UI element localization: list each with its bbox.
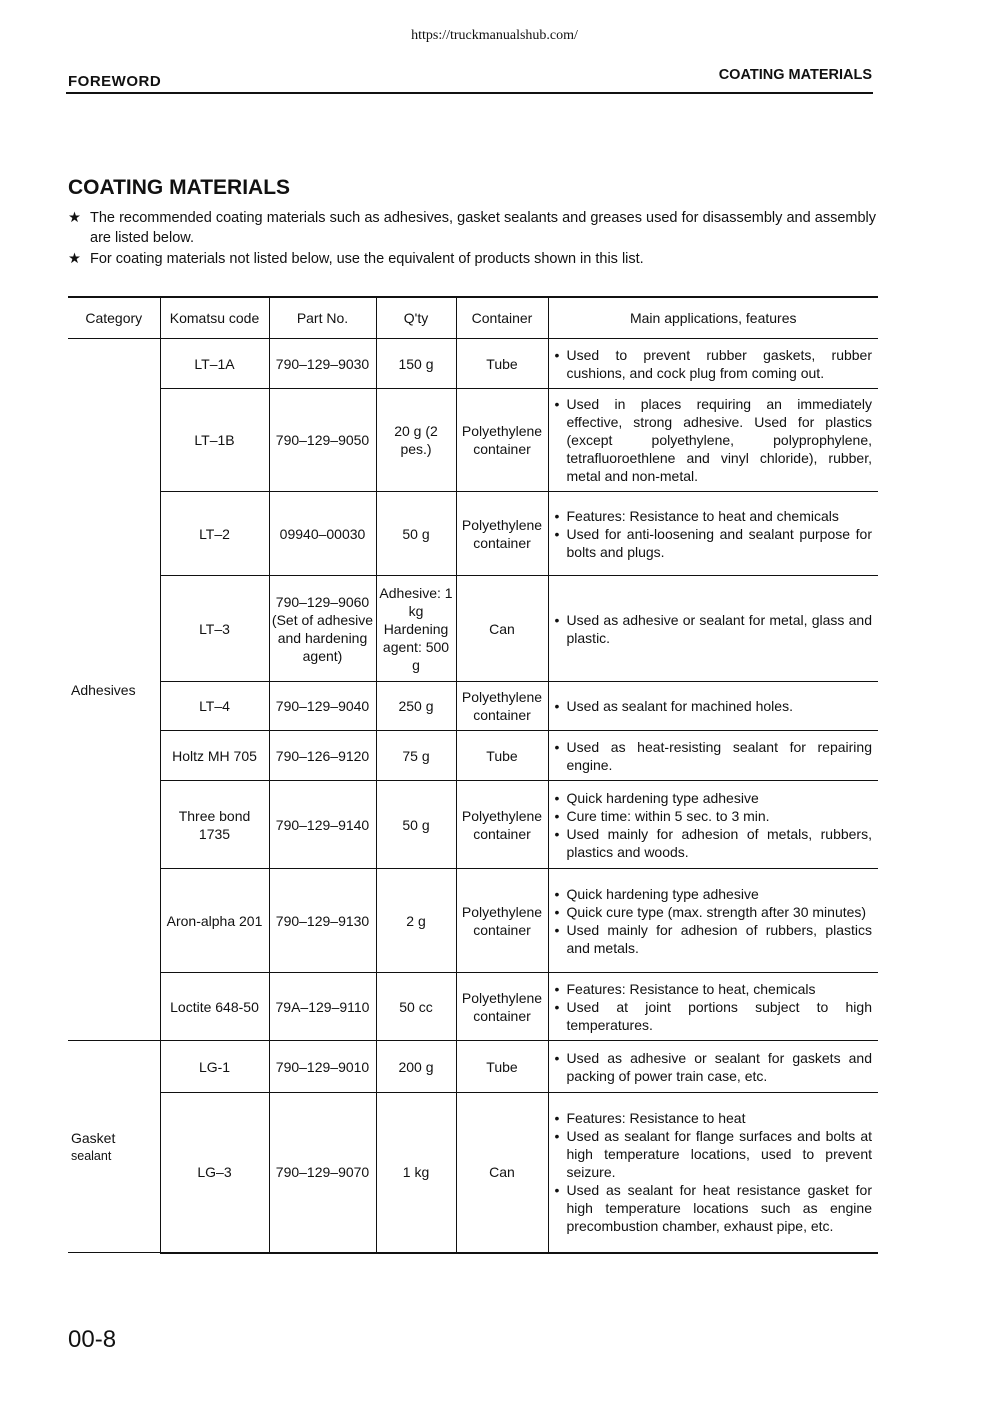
header-section: FOREWORD [68,73,162,90]
part-no-cell: 790–129–9070 [269,1093,376,1253]
komatsu-code-cell: Loctite 648-50 [160,973,269,1041]
applications-cell [548,781,878,869]
category-label-sealant: sealant [71,1148,112,1163]
application-item: • Used mainly for adhesion of rubbers, plastics and metals. [553,921,873,957]
application-item: • Used as sealant for flange surfaces and bolts at high temperature locations, used to prevent seizure. [553,1127,873,1181]
source-url: https://truckmanualshub.com/ [411,28,578,43]
container-cell: Polyethylene container [456,492,548,576]
qty-cell: 2 g [376,869,456,973]
table-row [68,682,878,731]
qty-cell: 50 g [376,492,456,576]
col-qty: Q'ty [376,297,456,339]
table-row [68,1041,878,1093]
table-row [68,781,878,869]
part-no-cell: 09940–00030 [269,492,376,576]
qty-cell: 1 kg [376,1093,456,1253]
application-list [553,507,873,561]
table-row [68,339,878,389]
table-row [68,389,878,492]
application-item: • Used mainly for adhesion of metals, rubbers, plastics and woods. [553,825,873,861]
page-title: COATING MATERIALS [68,176,291,199]
qty-cell: 200 g [376,1041,456,1093]
part-no-cell: 790–129–9130 [269,869,376,973]
applications-cell [548,973,878,1041]
komatsu-code-cell: Holtz MH 705 [160,731,269,781]
note-2-text: For coating materials not listed below, use the equivalent of products shown in this list. [90,251,644,267]
application-list [553,346,873,382]
qty-cell: 50 cc [376,973,456,1041]
note-2 [68,249,876,269]
part-no-cell: 790–129–9140 [269,781,376,869]
container-cell: Can [456,1093,548,1253]
application-item: • Used as sealant for heat resistance gasket for high temperature locations such as engine precombustion chamber, exhaust pipe, etc. [553,1181,873,1235]
qty-cell: 50 g [376,781,456,869]
application-item: • Used at joint portions subject to high temperatures. [553,998,873,1034]
application-item: • Used as heat-resisting sealant for repairing engine. [553,738,873,774]
applications-cell [548,492,878,576]
table-header-row [68,297,878,339]
application-item: • Used as adhesive or sealant for gaskets and packing of power train case, etc. [553,1049,873,1085]
notes [68,208,876,270]
applications-cell [548,731,878,781]
application-item: • Used as sealant for machined holes. [553,697,873,715]
container-cell: Polyethylene container [456,389,548,492]
application-item: • Features: Resistance to heat [553,1109,873,1127]
coating-materials-table [68,296,878,1254]
application-item: • Used for anti-loosening and sealant purpose for bolts and plugs. [553,525,873,561]
application-item: • Used to prevent rubber gaskets, rubber cushions, and cock plug from coming out. [553,346,873,382]
komatsu-code-cell: Three bond 1735 [160,781,269,869]
container-cell: Polyethylene container [456,682,548,731]
table-row [68,1093,878,1253]
application-list [553,611,873,647]
note-1 [68,208,876,248]
application-list [553,738,873,774]
application-list [553,885,873,957]
application-item: • Quick hardening type adhesive [553,885,873,903]
col-container: Container [456,297,548,339]
header-rule [66,92,873,94]
header-topic: COATING MATERIALS [718,67,872,83]
part-no-cell: 790–129–9040 [269,682,376,731]
part-no-cell: 790–129–9010 [269,1041,376,1093]
komatsu-code-cell: LG–3 [160,1093,269,1253]
container-cell: Tube [456,731,548,781]
application-list [553,697,873,715]
applications-cell [548,1041,878,1093]
table-row [68,576,878,682]
application-item: • Features: Resistance to heat, chemicals [553,980,873,998]
part-no-cell: 79A–129–9110 [269,973,376,1041]
qty-cell: 150 g [376,339,456,389]
application-list [553,1109,873,1235]
table-row [68,731,878,781]
col-komatsu-code: Komatsu code [160,297,269,339]
part-no-cell: 790–129–9060 (Set of adhesive and hardening agent) [269,576,376,682]
qty-cell: 75 g [376,731,456,781]
container-cell: Polyethylene container [456,781,548,869]
komatsu-code-cell: LT–2 [160,492,269,576]
qty-cell: 250 g [376,682,456,731]
container-cell: Tube [456,339,548,389]
star-icon: ★ [68,251,81,267]
applications-cell [548,682,878,731]
komatsu-code-cell: LT–4 [160,682,269,731]
category-label-gasket: Gasket [71,1129,116,1146]
table-row [68,492,878,576]
col-applications: Main applications, features [548,297,878,339]
category-cell-gasket-sealant [68,1041,160,1253]
application-item: • Used as adhesive or sealant for metal, glass and plastic. [553,611,873,647]
container-cell: Polyethylene container [456,869,548,973]
komatsu-code-cell: LT–3 [160,576,269,682]
qty-cell: Adhesive: 1 kg Hardening agent: 500 g [376,576,456,682]
komatsu-code-cell: LT–1B [160,389,269,492]
table-row [68,869,878,973]
part-no-cell: 790–129–9050 [269,389,376,492]
application-list [553,395,873,485]
star-icon: ★ [68,210,81,226]
application-item: • Quick cure type (max. strength after 30 minutes) [553,903,873,921]
application-list [553,980,873,1034]
container-cell: Polyethylene container [456,973,548,1041]
application-item: • Features: Resistance to heat and chemicals [553,507,873,525]
applications-cell [548,339,878,389]
part-no-cell: 790–126–9120 [269,731,376,781]
application-item: • Quick hardening type adhesive [553,789,873,807]
application-item: • Used in places requiring an immediately effective, strong adhesive. Used for plastics (except polyethylene, polyprophylene, tetrafluoroethlene and vinyl chloride), rubber, metal and non-metal. [553,395,873,485]
application-list [553,1049,873,1085]
applications-cell [548,576,878,682]
komatsu-code-cell: LG-1 [160,1041,269,1093]
category-cell-adhesives: Adhesives [68,339,160,1041]
container-cell: Tube [456,1041,548,1093]
komatsu-code-cell: LT–1A [160,339,269,389]
applications-cell [548,389,878,492]
application-item: • Cure time: within 5 sec. to 3 min. [553,807,873,825]
col-part-no: Part No. [269,297,376,339]
applications-cell [548,1093,878,1253]
col-category: Category [68,297,160,339]
part-no-cell: 790–129–9030 [269,339,376,389]
page-number: 00-8 [68,1326,117,1353]
application-list [553,789,873,861]
komatsu-code-cell: Aron-alpha 201 [160,869,269,973]
qty-cell: 20 g (2 pes.) [376,389,456,492]
table-row [68,973,878,1041]
container-cell: Can [456,576,548,682]
note-1-text: The recommended coating materials such as adhesives, gasket sealants and greases used for disassembly and assembly are listed below. [90,210,876,246]
applications-cell [548,869,878,973]
